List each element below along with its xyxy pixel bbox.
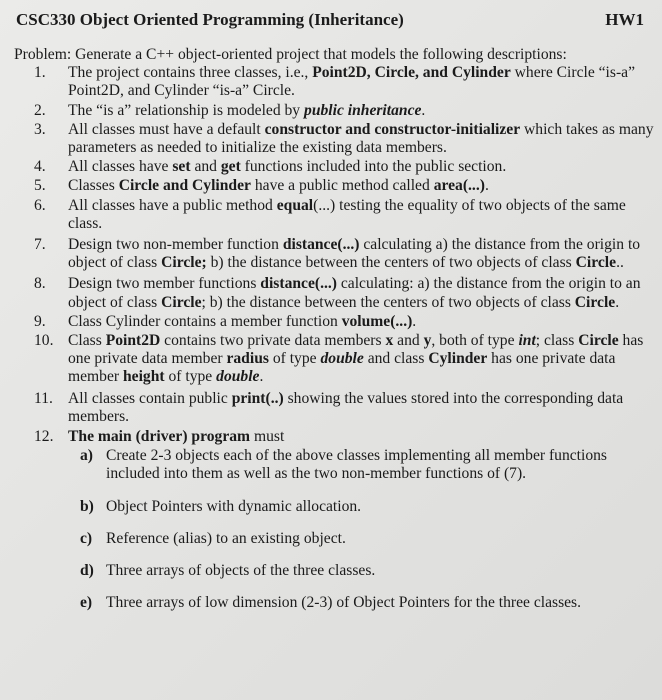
requirements-list [14,64,654,612]
page-header [16,10,644,30]
subitem-letter: d) [80,562,94,580]
list-item: 10. Class Point2D contains two private data members x and y, both of type int; class Circle has one private data member radius of type double and class Cylinder has one private data member height of type double. [34,332,644,386]
item-number: 5. [34,177,46,195]
list-item: 2. The “is a” relationship is modeled by public inheritance. [34,101,426,119]
list-item: e) Three arrays of low dimension (2-3) of Object Pointers for the three classes. [80,594,582,612]
list-item: 8. Design two member functions distance(...) calculating: a) the distance from the origin to an object of class Circle; b) the distance between the centers of two objects of class Circle. [34,275,641,311]
item-number: 8. [34,275,46,293]
subitem-letter: b) [80,497,94,515]
problem-statement [14,46,654,612]
list-item: 5. Classes Circle and Cylinder have a public method called area(...). [34,177,489,195]
subitem-letter: a) [80,447,93,465]
list-item: c) Reference (alias) to an existing object. [80,529,346,547]
list-item: 12. The main (driver) program must a) Create 2-3 objects each of the above classes implementing all member functions included into them as well as the two non-member functions of (7). b) Object Pointers with dynamic allocation. c) Reference (alias) to an existing object. d) Three arrays of objects of the three classes. e) Three arrays of low dimension (2-3) of Object Pointers for the three classes. [14,428,654,612]
list-item: 9. Class Cylinder contains a member function volume(...). [34,312,417,330]
list-item: 3. All classes must have a default constructor and constructor-initializer which takes as many parameters as needed to initialize the existing data members. [34,120,654,157]
list-item: a) Create 2-3 objects each of the above classes implementing all member functions included into them as well as the two non-member functions of (7). [80,447,607,483]
item-number: 9. [34,312,46,330]
list-item: 4. All classes have set and get functions included into the public section. [34,158,507,176]
list-item: d) Three arrays of objects of the three classes. [80,562,376,580]
list-item: 11. All classes contain public print(..) showing the values stored into the corresponding data members. [34,389,624,425]
list-item: b) Object Pointers with dynamic allocation. [80,497,362,515]
subitem-letter: e) [80,594,93,612]
problem-lead: Problem: Generate a C++ object-oriented project that models the following descriptions: [14,46,567,63]
list-item: 6. All classes have a public method equal(...) testing the equality of two objects of the same class. [34,196,626,232]
driver-subitems [14,447,654,612]
item-number: 11. [34,389,53,407]
item-number: 2. [34,101,46,119]
item-number: 1. [34,64,46,82]
homework-label: HW1 [605,10,644,29]
item-number: 7. [34,236,46,254]
list-item: 7. Design two non-member function distance(...) calculating a) the distance from the origin to object of class Circle; b) the distance between the centers of two objects of class Circle.. [34,236,641,272]
item-number: 4. [34,158,46,176]
list-item: 1. The project contains three classes, i.e., Point2D, Circle, and Cylinder where Circle “is-a” Point2D, and Cylinder “is-a” Circle. [34,64,635,100]
item-number: 6. [34,196,46,214]
item-number: 3. [34,120,46,138]
item-number: 10. [34,332,54,350]
item-number: 12. [34,428,54,446]
course-title: CSC330 Object Oriented Programming (Inheritance) [16,10,404,29]
subitem-letter: c) [80,529,93,547]
